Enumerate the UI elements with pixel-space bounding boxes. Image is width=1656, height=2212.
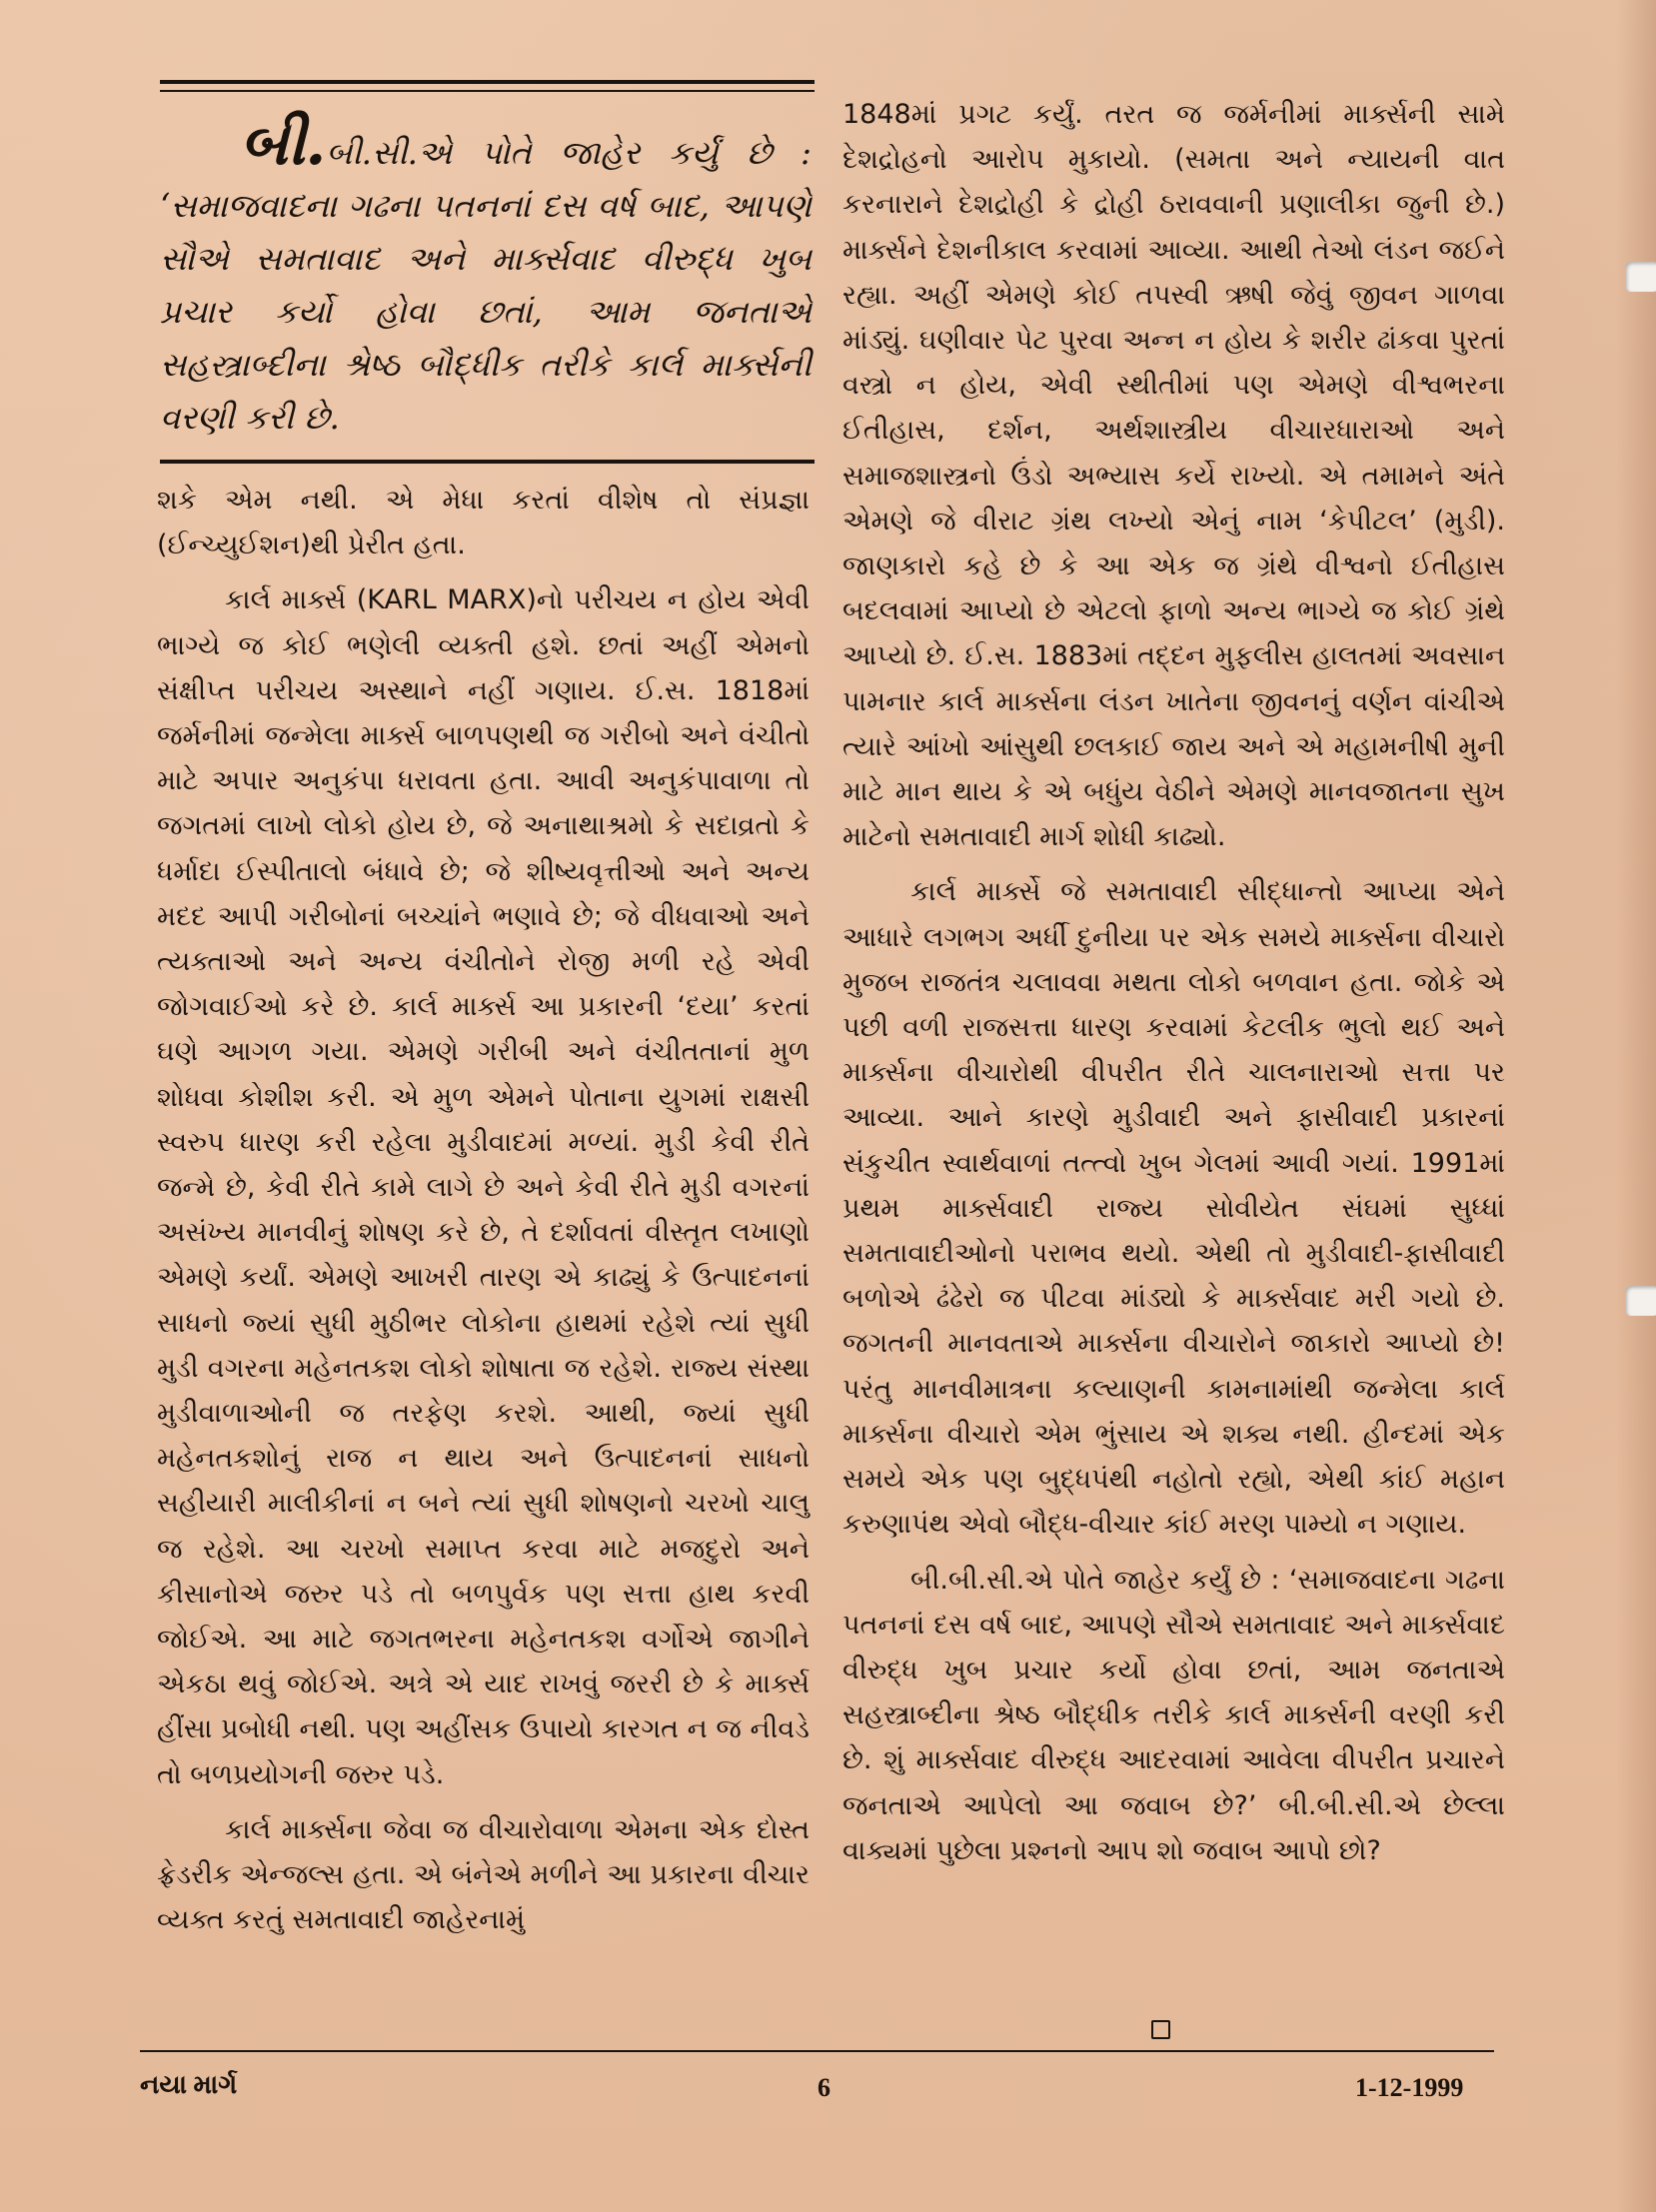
footer-date: 1-12-1999: [1355, 2073, 1464, 2102]
pull-quote-bottom-rule: [160, 460, 815, 464]
end-of-article-mark: [1151, 2020, 1170, 2039]
pull-quote-top-rule: [160, 80, 815, 84]
right-column: [842, 92, 1505, 1873]
binder-hole: [1625, 262, 1656, 292]
pull-quote-initial: બી.: [240, 109, 327, 179]
paragraph: કાર્લ માર્ક્સના જેવા જ વીચારોવાળા એમના એક દોસ્ત ફ્રેડરીક એન્જલ્સ હતા. એ બંનેએ મળીને આ પ્રકારના વીચાર વ્યક્ત કરતું સમતાવાદી જાહેરનામું: [157, 1813, 810, 1936]
binder-hole: [1625, 1286, 1656, 1316]
paragraph: કાર્લ માર્ક્સ (KARL MARX)નો પરીચય ન હોય એવી ભાગ્યે જ કોઈ ભણેલી વ્યક્તી હશે. છતાં અહીં એમનો સંક્ષીપ્ત પરીચય અસ્થાને નહીં ગણાય. ઈ.સ. 1818માં જર્મનીમાં જન્મેલા માર્ક્સ બાળપણથી જ ગરીબો અને વંચીતો માટે અપાર અનુકંપા ધરાવતા હતા. આવી અનુકંપાવાળા તો જગતમાં લાખો લોકો હોય છે, જે અનાથાશ્રમો કે સદાવ્રતો કે ધર્માદા ઈસ્પીતાલો બંધાવે છે; જે શીષ્યવૃત્તીઓ અને અન્ય મદદ આપી ગરીબોનાં બચ્ચાંને ભણાવે છે; જે વીધવાઓ અને ત્યક્તાઓ અને અન્ય વંચીતોને રોજી મળી રહે એવી જોગવાઈઓ કરે છે. કાર્લ માર્ક્સ આ પ્રકારની ‘દયા’ કરતાં ઘણે આગળ ગયા. એમણે ગરીબી અને વંચીતતાનાં મુળ શોધવા કોશીશ કરી. એ મુળ એમને પોતાના યુગમાં રાક્ષસી સ્વરુપ ધારણ કરી રહેલા મુડીવાદમાં મળ્યાં. મુડી કેવી રીતે જન્મે છે, કેવી રીતે કામે લાગે છે અને કેવી રીતે મુડી વગરનાં અસંખ્ય માનવીનું શોષણ કરે છે, તે દર્શાવતાં વીસ્તૃત લખાણો એમણે કર્યાં. એમણે આખરી તારણ એ કાઢ્યું કે ઉત્પાદનનાં સાધનો જ્યાં સુધી મુઠીભર લોકોના હાથમાં રહેશે ત્યાં સુધી મુડી વગરના મહેનતકશ લોકો શોષાતા જ રહેશે. રાજ્ય સંસ્થા મુડીવાળાઓની જ તરફેણ કરશે. આથી, જ્યાં સુધી મહેનતકશોનું રાજ ન થાય અને ઉત્પાદનનાં સાધનો સહીયારી માલીકીનાં ન બને ત્યાં સુધી શોષણનો ચરખો ચાલુ જ રહેશે. આ ચરખો સમાપ્ત કરવા માટે મજદુરો અને કીસાનોએ જરુર પડે તો બળપુર્વક પણ સત્તા હાથ કરવી જોઈએ. આ માટે જગતભરના મહેનતકશ વર્ગોએ જાગીને એકઠા થવું જોઈએ. અત્રે એ યાદ રાખવું જરરી છે કે માર્ક્સ હીંસા પ્રબોધી નથી. પણ અહીંસક ઉપાયો કારગત ન જ નીવડે તો બળપ્રયોગની જરુર પડે.: [157, 584, 810, 1790]
paragraph: 1848માં પ્રગટ કર્યું. તરત જ જર્મનીમાં માર્ક્સની સામે દેશદ્રોહનો આરોપ મુકાયો. (સમતા અને ન્યાયની વાત કરનારાને દેશદ્રોહી કે દ્રોહી ઠરાવવાની પ્રણાલીકા જુની છે.) માર્ક્સને દેશનીકાલ કરવામાં આવ્યા. આથી તેઓ લંડન જઈને રહ્યા. અહીં એમણે કોઈ તપસ્વી ઋષી જેવું જીવન ગાળવા માંડ્યું. ઘણીવાર પેટ પુરવા અન્ન ન હોય કે શરીર ઢાંકવા પુરતાં વસ્ત્રો ન હોય, એવી સ્થીતીમાં પણ એમણે વીશ્વભરના ઈતીહાસ, દર્શન, અર્થશાસ્ત્રીય વીચારધારાઓ અને સમાજશાસ્ત્રનો ઉંડો અભ્યાસ કર્યે રાખ્યો. એ તમામને અંતે એમણે જે વીરાટ ગ્રંથ લખ્યો એનું નામ ‘કેપીટલ’ (મુડી). જાણકારો કહે છે કે આ એક જ ગ્રંથે વીશ્વનો ઈતીહાસ બદલવામાં આપ્યો છે એટલો ફાળો અન્ય ભાગ્યે જ કોઈ ગ્રંથે આપ્યો છે. ઈ.સ. 1883માં તદ્દન મુફલીસ હાલતમાં અવસાન પામનાર કાર્લ માર્ક્સના લંડન ખાતેના જીવનનું વર્ણન વાંચીએ ત્યારે આંખો આંસુથી છલકાઈ જાય અને એ મહામનીષી મુની માટે માન થાય કે એ બધુંય વેઠીને એમણે માનવજાતના સુખ માટેનો સમતાવાદી માર્ગ શોધી કાઢ્યો.: [842, 99, 1505, 853]
left-column: [157, 478, 810, 1943]
pull-quote-top-rule-thin: [160, 90, 815, 92]
paragraph: શકે એમ નથી. એ મેધા કરતાં વીશેષ તો સંપ્રજ્ઞા (ઈન્ચ્યુઈશન)થી પ્રેરીત હતા.: [157, 485, 810, 561]
pull-quote: [160, 109, 812, 445]
paragraph: બી.બી.સી.એ પોતે જાહેર કર્યું છે : ‘સમાજવાદના ગઢના પતનનાં દસ વર્ષ બાદ, આપણે સૌએ સમતાવાદ અને માર્ક્સવાદ વીરુદ્ધ ખુબ પ્રચાર કર્યો હોવા છતાં, આમ જનતાએ સહસ્ત્રાબ્દીના શ્રેષ્ઠ બૌદ્ધીક તરીકે કાર્લ માર્ક્સની વરણી કરી છે. શું માર્ક્સવાદ વીરુદ્ધ આદરવામાં આવેલા વીપરીત પ્રચારને જનતાએ આપેલો આ જવાબ છે?’ બી.બી.સી.એ છેલ્લા વાક્યમાં પુછેલા પ્રશ્નનો આપ શો જવાબ આપો છો?: [842, 1564, 1505, 1866]
page-edge-shadow: [1616, 0, 1656, 2212]
footer-publication: નયા માર્ગ: [140, 2070, 238, 2099]
footer-page-number: 6: [818, 2073, 830, 2102]
footer-rule: [140, 2050, 1494, 2052]
pull-quote-text: બી.સી.એ પોતે જાહેર કર્યું છે : ‘સમાજવાદના ગઢના પતનનાં દસ વર્ષ બાદ, આપણે સૌએ સમતાવાદ અને માર્ક્સવાદ વીરુદ્ધ ખુબ પ્રચાર કર્યો હોવા છતાં, આમ જનતાએ સહસ્ત્રાબ્દીના શ્રેષ્ઠ બૌદ્ધીક તરીકે કાર્લ માર્ક્સની વરણી કરી છે.: [160, 134, 812, 437]
paragraph: કાર્લ માર્ક્સે જે સમતાવાદી સીદ્ધાન્તો આપ્યા એને આધારે લગભગ અર્ધી દુનીયા પર એક સમયે માર્ક્સના વીચારો મુજબ રાજતંત્ર ચલાવવા મથતા લોકો બળવાન હતા. જોકે એ પછી વળી રાજસત્તા ધારણ કરવામાં કેટલીક ભુલો થઈ અને માર્ક્સના વીચારોથી વીપરીત રીતે ચાલનારાઓ સત્તા પર આવ્યા. આને કારણે મુડીવાદી અને ફાસીવાદી પ્રકારનાં સંકુચીત સ્વાર્થવાળાં તત્ત્વો ખુબ ગેલમાં આવી ગયાં. 1991માં પ્રથમ માર્ક્સવાદી રાજ્ય સોવીયેત સંઘમાં સુધ્ધાં સમતાવાદીઓનો પરાભવ થયો. એથી તો મુડીવાદી-ફાસીવાદી બળોએ ઢંઢેરો જ પીટવા માંડ્યો કે માર્ક્સવાદ મરી ગયો છે. જગતની માનવતાએ માર્ક્સના વીચારોને જાકારો આપ્યો છે! પરંતુ માનવીમાત્રના કલ્યાણની કામનામાંથી જન્મેલા કાર્લ માર્ક્સના વીચારો એમ ભુંસાય એ શક્ય નથી. હીન્દમાં એક સમયે એક પણ બુદ્ધપંથી નહોતો રહ્યો, એથી કાંઈ મહાન કરુણાપંથ એવો બૌદ્ધ-વીચાર કાંઈ મરણ પામ્યો ન ગણાય.: [842, 876, 1505, 1541]
